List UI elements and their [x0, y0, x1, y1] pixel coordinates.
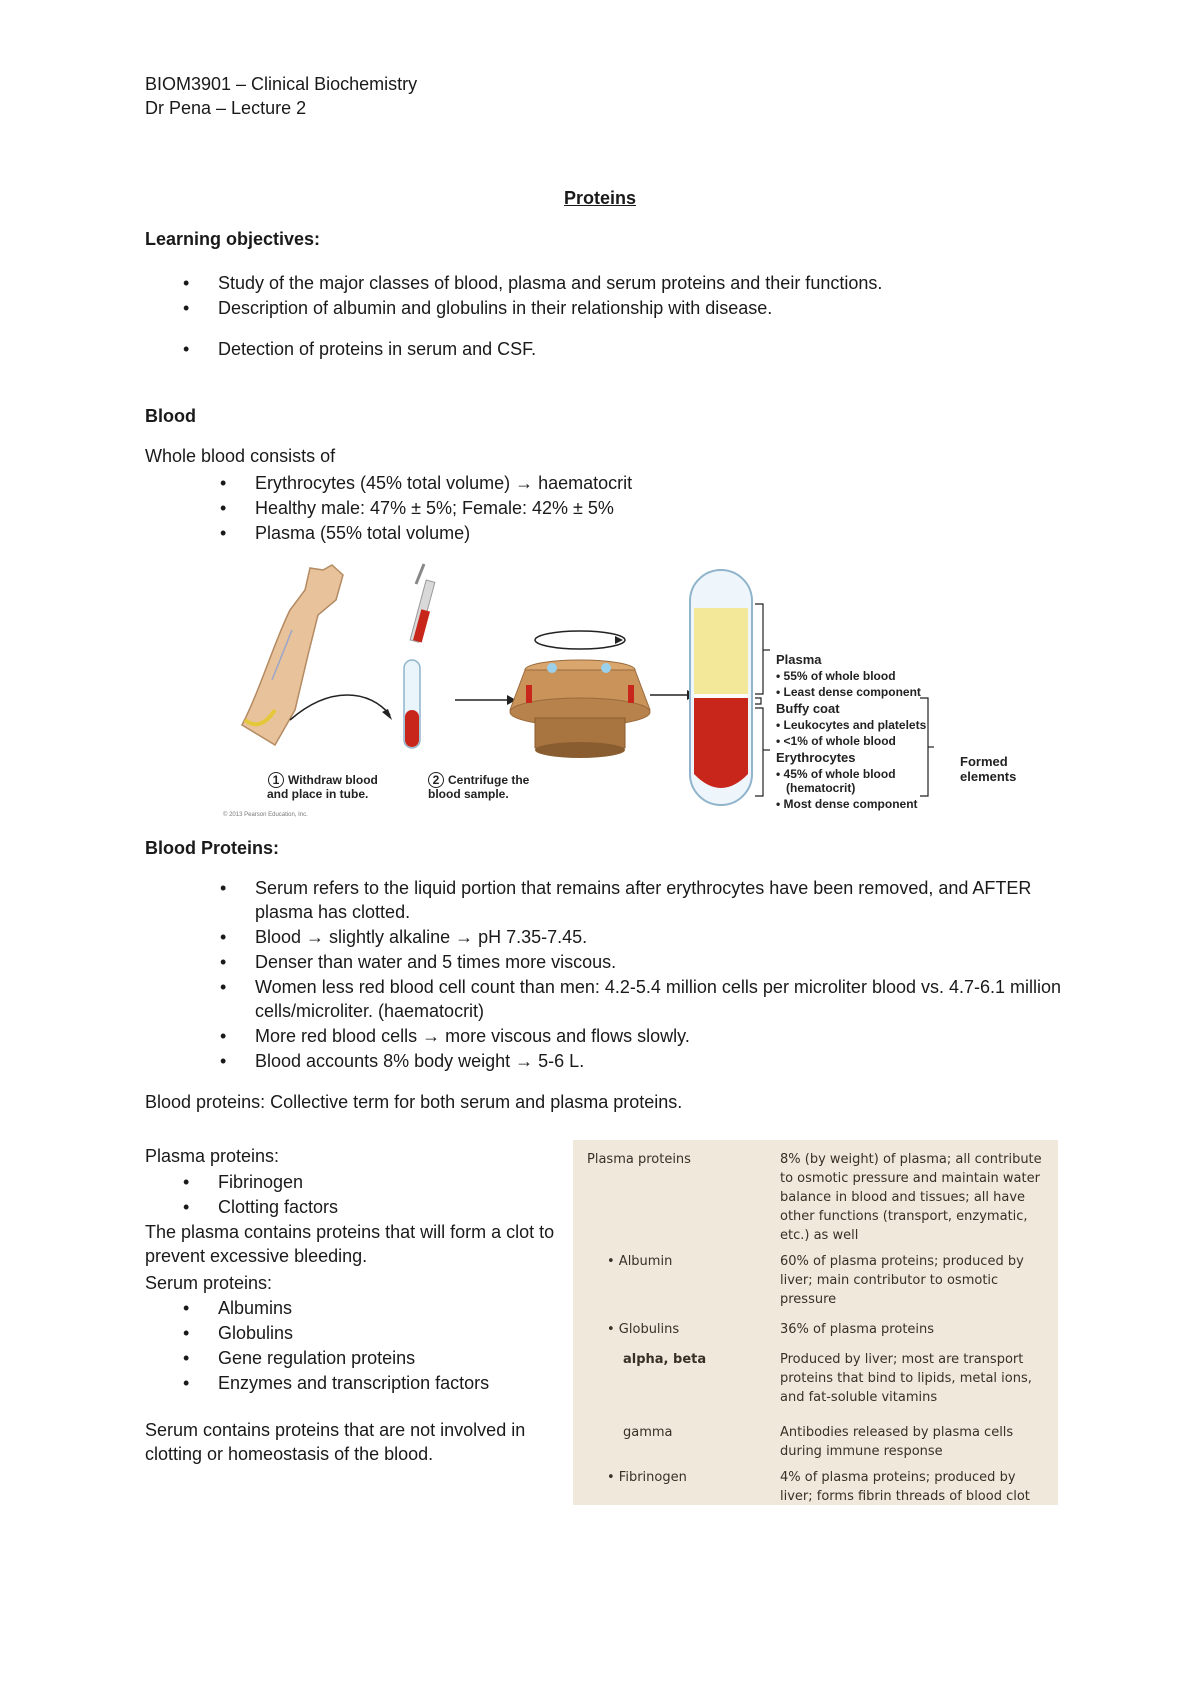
step-2-label-line-2: blood sample.: [428, 787, 509, 801]
blood-proteins-list: [255, 876, 1085, 1074]
buffy-detail-2: • <1% of whole blood: [776, 734, 896, 748]
step-1-label-line-2: and place in tube.: [267, 787, 369, 801]
plasma-proteins-heading: Plasma proteins:: [145, 1146, 280, 1166]
plasma-proteins-table: [573, 1140, 1058, 1505]
erythrocytes-label: Erythrocytes: [776, 750, 856, 765]
list-item: • Plasma (55% total volume): [255, 521, 632, 546]
learning-objectives-heading: Learning objectives:: [145, 229, 321, 249]
step-1-number: 1: [268, 772, 284, 788]
step-2-label-line-1: Centrifuge the: [448, 773, 530, 787]
table-row-name: Plasma proteins: [587, 1152, 691, 1167]
serum-paragraph: Serum contains proteins that are not involved in clotting or homeostasis of the blood.: [145, 1420, 526, 1464]
table-row-name: gamma: [623, 1425, 673, 1440]
small-tube-illustration: [404, 660, 420, 748]
list-item: • Detection of proteins in serum and CSF.: [218, 337, 882, 362]
list-item: • Globulins: [218, 1321, 489, 1346]
list-item: • Women less red blood cell count than men: 4.2-5.4 million cells per microliter blood vs. 4.7-6.1 million cells/microliter. (haematocrit): [255, 975, 1085, 1023]
centrifuge-illustration: [510, 631, 650, 758]
lecture-subtitle: Dr Pena – Lecture 2: [145, 98, 307, 118]
table-row-desc: 8% (by weight) of plasma; all contribute to osmotic pressure and maintain water balance in blood and tissues; all have other functions (transport, enzymatic, etc.) as well: [780, 1152, 1042, 1243]
buffy-coat-label: Buffy coat: [776, 701, 840, 716]
separated-blood-tube: [690, 570, 752, 805]
formed-elements-label-1: Formed: [960, 754, 1008, 769]
plasma-label: Plasma: [776, 652, 822, 667]
list-item: • Blood → slightly alkaline → pH 7.35-7.45.: [255, 925, 1085, 949]
list-item: • Serum refers to the liquid portion that remains after erythrocytes have been removed, and AFTER plasma has clotted.: [255, 876, 1085, 924]
plasma-proteins-list: [218, 1170, 338, 1220]
list-item: • Enzymes and transcription factors: [218, 1371, 489, 1396]
table-row-name: • Albumin: [607, 1254, 673, 1269]
page-title: Proteins: [563, 188, 637, 208]
list-item: • Fibrinogen: [218, 1170, 338, 1195]
table-row-name: • Fibrinogen: [607, 1470, 687, 1485]
table-row-desc: 4% of plasma proteins; produced by liver; forms fibrin threads of blood clot: [780, 1470, 1030, 1504]
list-item: • Healthy male: 47% ± 5%; Female: 42% ± 5%: [255, 496, 632, 521]
step-2-number: 2: [428, 772, 444, 788]
document-header: [145, 72, 417, 120]
step-1-label-line-1: Withdraw blood: [288, 773, 378, 787]
plasma-detail-1: • 55% of whole blood: [776, 669, 896, 683]
blood-proteins-definition: Blood proteins: Collective term for both serum and plasma proteins.: [145, 1092, 683, 1112]
whole-blood-list: [255, 471, 632, 546]
list-item: • Clotting factors: [218, 1195, 338, 1220]
table-row-name: • Globulins: [607, 1322, 680, 1337]
list-item: • Description of albumin and globulins in their relationship with disease.: [218, 296, 882, 321]
copyright-note: © 2013 Pearson Education, Inc.: [223, 812, 308, 818]
erythrocytes-detail-3: • Most dense component: [776, 797, 918, 811]
formed-elements-label-2: elements: [960, 769, 1017, 784]
serum-proteins-list: [218, 1296, 489, 1396]
plasma-detail-2: • Least dense component: [776, 685, 921, 699]
blood-proteins-heading: Blood Proteins:: [145, 838, 279, 858]
list-item: • Gene regulation proteins: [218, 1346, 489, 1371]
erythrocytes-detail-1: • 45% of whole blood: [776, 767, 896, 781]
list-item: • Erythrocytes (45% total volume) → haematocrit: [255, 471, 632, 496]
list-item: • Study of the major classes of blood, plasma and serum proteins and their functions.: [218, 271, 882, 296]
course-title: BIOM3901 – Clinical Biochemistry: [145, 74, 418, 94]
blood-centrifuge-diagram: [220, 560, 1060, 820]
list-item: • Blood accounts 8% body weight → 5-6 L.: [255, 1049, 1085, 1073]
erythrocytes-detail-2: (hematocrit): [786, 781, 856, 795]
list-item: • Albumins: [218, 1296, 489, 1321]
table-row-desc: 36% of plasma proteins: [780, 1322, 935, 1337]
plasma-paragraph: The plasma contains proteins that will form a clot to prevent excessive bleeding.: [145, 1222, 555, 1266]
table-row-desc: 60% of plasma proteins; produced by liver; main contributor to osmotic pressure: [780, 1254, 1024, 1307]
syringe-illustration: [410, 564, 435, 642]
buffy-detail-1: • Leukocytes and platelets: [776, 718, 927, 732]
table-row-name: alpha, beta: [623, 1352, 707, 1367]
table-row-desc: Antibodies released by plasma cells during immune response: [780, 1425, 1014, 1459]
learning-objectives-list: [218, 271, 882, 362]
blood-heading: Blood: [145, 406, 196, 426]
serum-proteins-heading: Serum proteins:: [145, 1273, 273, 1293]
list-item: • Denser than water and 5 times more viscous.: [255, 950, 1085, 974]
blood-intro: Whole blood consists of: [145, 446, 336, 466]
list-item: • More red blood cells → more viscous and flows slowly.: [255, 1024, 1085, 1048]
table-row-desc: Produced by liver; most are transport proteins that bind to lipids, metal ions, and fat-soluble vitamins: [780, 1352, 1032, 1405]
